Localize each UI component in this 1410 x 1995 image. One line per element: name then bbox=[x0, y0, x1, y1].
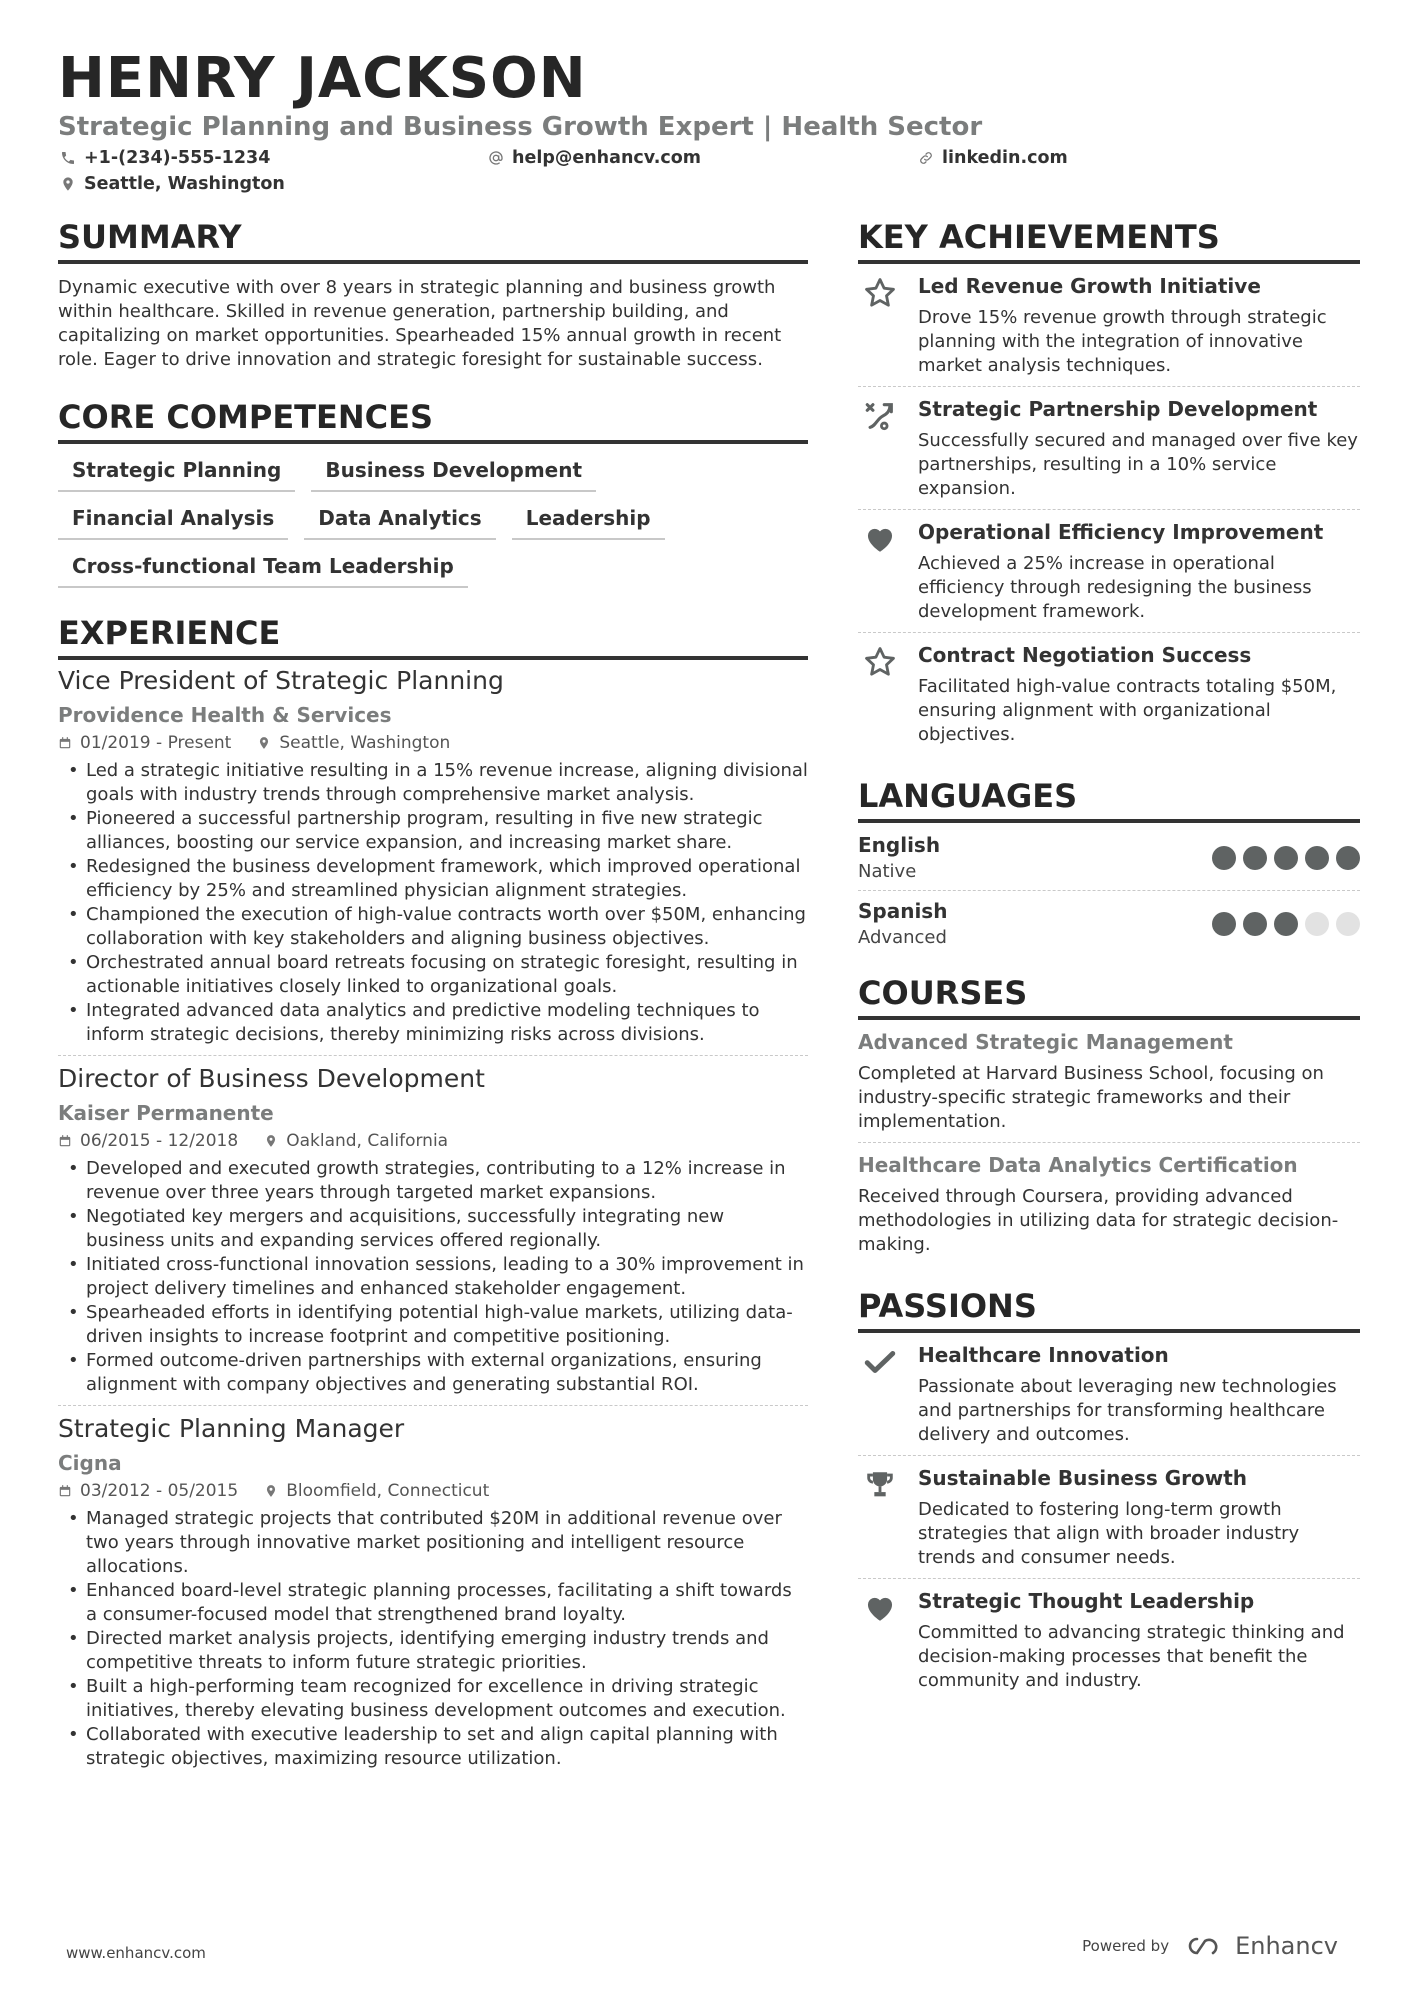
passion-item bbox=[858, 1578, 1360, 1701]
language-rating bbox=[1212, 846, 1360, 870]
location-pin-icon bbox=[264, 1484, 278, 1498]
strategy-icon bbox=[863, 399, 897, 433]
star-icon bbox=[863, 276, 897, 310]
course-title: Advanced Strategic Management bbox=[858, 1030, 1233, 1054]
courses-title: COURSES bbox=[858, 974, 1360, 1020]
course-item bbox=[858, 1142, 1360, 1265]
language-level: Advanced bbox=[858, 927, 947, 948]
job-location bbox=[264, 1131, 448, 1151]
rating-dot bbox=[1336, 846, 1360, 870]
achievement-desc: Achieved a 25% increase in operational efficiency through redesigning the business development framework. bbox=[918, 553, 1312, 622]
bullet-item: • Directed market analysis projects, identifying emerging industry trends and competitive threats to inform future strategic priorities. bbox=[58, 1627, 808, 1675]
bullet-item: • Spearheaded efforts in identifying potential high-value markets, utilizing data-driven insights to increase footprint and competitive positioning. bbox=[58, 1301, 808, 1349]
rating-dot bbox=[1274, 912, 1298, 936]
experience-list bbox=[58, 666, 808, 1779]
passions-title: PASSIONS bbox=[858, 1287, 1360, 1333]
job-company: Kaiser Permanente bbox=[58, 1101, 274, 1125]
rating-dot bbox=[1212, 912, 1236, 936]
job-meta bbox=[58, 1131, 808, 1151]
achievement-item bbox=[858, 386, 1360, 509]
bullet-item: • Developed and executed growth strategies, contributing to a 12% increase in revenue over three years through targeted market expansions. bbox=[58, 1157, 808, 1205]
achievement-title: Operational Efficiency Improvement bbox=[918, 520, 1324, 544]
location-pin-icon bbox=[257, 736, 271, 750]
bullet-item: • Led a strategic initiative resulting in a 15% revenue increase, aligning divisional goals with industry trends through comprehensive market analysis. bbox=[58, 759, 808, 807]
footer-website[interactable]: www.enhancv.com bbox=[66, 1944, 206, 1962]
bullet-item: • Enhanced board-level strategic planning processes, facilitating a shift towards a consumer-focused model that strengthened brand loyalty. bbox=[58, 1579, 808, 1627]
rating-dot bbox=[1305, 846, 1329, 870]
check-icon bbox=[863, 1345, 897, 1379]
heart-icon bbox=[863, 1591, 897, 1625]
job-dates: 03/2012 - 05/2015 bbox=[80, 1481, 239, 1501]
competence-chip: Strategic Planning bbox=[58, 458, 295, 492]
calendar-icon bbox=[58, 1134, 72, 1148]
bullet-item: • Negotiated key mergers and acquisitions, successfully integrating new business units and expanding services offered regionally. bbox=[58, 1205, 808, 1253]
job-meta bbox=[58, 1481, 808, 1501]
location-pin-icon bbox=[264, 1134, 278, 1148]
language-name: English bbox=[858, 833, 941, 857]
phone-text: +1-(234)-555-1234 bbox=[84, 148, 271, 168]
achievement-desc: Successfully secured and managed over five key partnerships, resulting in a 10% service expansion. bbox=[918, 430, 1358, 499]
phone-icon bbox=[60, 150, 76, 166]
job-location-text: Seattle, Washington bbox=[279, 733, 451, 753]
language-level: Native bbox=[858, 861, 917, 882]
job-title: Vice President of Strategic Planning bbox=[58, 666, 504, 695]
link-icon bbox=[918, 150, 934, 166]
job-entry bbox=[58, 1405, 808, 1779]
bullet-item: • Formed outcome-driven partnerships with external organizations, ensuring alignment with company objectives and generating substantial ROI. bbox=[58, 1349, 808, 1397]
star-icon bbox=[863, 645, 897, 679]
job-entry bbox=[58, 666, 808, 1055]
course-title: Healthcare Data Analytics Certification bbox=[858, 1153, 1298, 1177]
achievement-item bbox=[858, 264, 1360, 386]
languages-list bbox=[858, 825, 1360, 956]
passion-desc: Dedicated to fostering long-term growth strategies that align with broader industry trends and consumer needs. bbox=[918, 1499, 1300, 1568]
summary-title: SUMMARY bbox=[58, 218, 808, 264]
achievement-title: Contract Negotiation Success bbox=[918, 643, 1252, 667]
job-location bbox=[264, 1481, 489, 1501]
heart-icon bbox=[863, 522, 897, 556]
rating-dot bbox=[1212, 846, 1236, 870]
job-bullets bbox=[58, 1507, 808, 1771]
job-entry bbox=[58, 1055, 808, 1405]
contact-phone[interactable] bbox=[60, 148, 270, 168]
job-location-text: Oakland, California bbox=[286, 1131, 449, 1151]
candidate-headline: Strategic Planning and Business Growth Expert | Health Sector bbox=[58, 112, 983, 142]
language-item bbox=[858, 890, 1360, 956]
passion-desc: Passionate about leveraging new technologies and partnerships for transforming healthcare delivery and outcomes. bbox=[918, 1376, 1337, 1445]
experience-title: EXPERIENCE bbox=[58, 614, 808, 660]
competence-chip: Business Development bbox=[311, 458, 596, 492]
competence-chip: Cross-functional Team Leadership bbox=[58, 554, 468, 588]
enhancv-logo-icon bbox=[1183, 1935, 1227, 1957]
candidate-name: HENRY JACKSON bbox=[58, 46, 587, 111]
rating-dot bbox=[1243, 846, 1267, 870]
course-item bbox=[858, 1020, 1360, 1142]
brand-name: Enhancv bbox=[1235, 1932, 1338, 1960]
courses-list bbox=[858, 1020, 1360, 1265]
brand-logo bbox=[1183, 1932, 1338, 1960]
languages-title: LANGUAGES bbox=[858, 777, 1360, 823]
achievement-title: Led Revenue Growth Initiative bbox=[918, 274, 1261, 298]
bullet-item: • Integrated advanced data analytics and predictive modeling techniques to inform strategic decisions, thereby minimizing risks across divisions. bbox=[58, 999, 808, 1047]
bullet-item: • Championed the execution of high-value contracts worth over $50M, enhancing collaboration with key stakeholders and aligning business objectives. bbox=[58, 903, 808, 951]
bullet-item: • Collaborated with executive leadership to set and align capital planning with strategic objectives, maximizing resource utilization. bbox=[58, 1723, 808, 1771]
job-meta bbox=[58, 733, 808, 753]
job-company: Providence Health & Services bbox=[58, 703, 392, 727]
linkedin-text: linkedin.com bbox=[942, 148, 1068, 168]
passion-title: Sustainable Business Growth bbox=[918, 1466, 1248, 1490]
passion-item bbox=[858, 1455, 1360, 1578]
rating-dot bbox=[1243, 912, 1267, 936]
email-text: help@enhancv.com bbox=[512, 148, 702, 168]
job-dates: 06/2015 - 12/2018 bbox=[80, 1131, 239, 1151]
bullet-item: • Built a high-performing team recognized for excellence in driving strategic initiatives, thereby elevating business development outcomes and execution. bbox=[58, 1675, 808, 1723]
location-text: Seattle, Washington bbox=[84, 174, 285, 194]
competence-chip: Financial Analysis bbox=[58, 506, 288, 540]
footer-branding[interactable] bbox=[1082, 1932, 1338, 1960]
course-desc: Completed at Harvard Business School, focusing on industry-specific strategic frameworks and their implementation. bbox=[858, 1063, 1324, 1132]
competence-chip: Leadership bbox=[512, 506, 665, 540]
job-company: Cigna bbox=[58, 1451, 122, 1475]
passion-title: Healthcare Innovation bbox=[918, 1343, 1169, 1367]
at-icon bbox=[488, 150, 504, 166]
achievement-item bbox=[858, 632, 1360, 755]
job-title: Director of Business Development bbox=[58, 1064, 485, 1093]
bullet-item: • Pioneered a successful partnership program, resulting in five new strategic alliances, boosting our service expansion, and increasing market share. bbox=[58, 807, 808, 855]
language-item bbox=[858, 825, 1360, 890]
passion-item bbox=[858, 1333, 1360, 1455]
achievement-title: Strategic Partnership Development bbox=[918, 397, 1318, 421]
job-bullets bbox=[58, 1157, 808, 1397]
course-desc: Received through Coursera, providing advanced methodologies in utilizing data for strategic decision-making. bbox=[858, 1186, 1339, 1255]
location-pin-icon bbox=[60, 176, 76, 192]
calendar-icon bbox=[58, 1484, 72, 1498]
passion-desc: Committed to advancing strategic thinking and decision-making processes that benefit the community and industry. bbox=[918, 1622, 1345, 1691]
achievement-desc: Drove 15% revenue growth through strategic planning with the integration of innovative market analysis techniques. bbox=[918, 307, 1327, 376]
contact-linkedin[interactable] bbox=[918, 148, 1068, 168]
rating-dot bbox=[1274, 846, 1298, 870]
passion-title: Strategic Thought Leadership bbox=[918, 1589, 1255, 1613]
language-rating bbox=[1212, 912, 1360, 936]
bullet-item: • Orchestrated annual board retreats focusing on strategic foresight, resulting in actionable initiatives closely linked to organizational goals. bbox=[58, 951, 808, 999]
bullet-item: • Managed strategic projects that contributed $20M in additional revenue over two years through innovative market positioning and intelligent resource allocations. bbox=[58, 1507, 808, 1579]
calendar-icon bbox=[58, 736, 72, 750]
rating-dot bbox=[1305, 912, 1329, 936]
competences-list bbox=[58, 458, 808, 588]
language-name: Spanish bbox=[858, 899, 948, 923]
passions-list bbox=[858, 1333, 1360, 1701]
achievements-title: KEY ACHIEVEMENTS bbox=[858, 218, 1360, 264]
job-location-text: Bloomfield, Connecticut bbox=[286, 1481, 490, 1501]
achievement-item bbox=[858, 509, 1360, 632]
job-location bbox=[257, 733, 450, 753]
powered-by-text: Powered by bbox=[1082, 1937, 1170, 1955]
contact-location bbox=[60, 174, 285, 194]
achievements-list bbox=[858, 264, 1360, 755]
summary-text: Dynamic executive with over 8 years in strategic planning and business growth within healthcare. Skilled in revenue generation, partnership building, and capitalizing on market opportunities. Spearheaded 15% annual growth in recent role. Eager to drive innovation and strategic foresight for sustainable success. bbox=[58, 277, 782, 370]
job-bullets bbox=[58, 759, 808, 1047]
bullet-item: • Redesigned the business development framework, which improved operational efficiency by 25% and streamlined physician alignment strategies. bbox=[58, 855, 808, 903]
achievement-desc: Facilitated high-value contracts totaling $50M, ensuring alignment with organizational objectives. bbox=[918, 676, 1337, 745]
competence-chip: Data Analytics bbox=[304, 506, 495, 540]
contact-email[interactable] bbox=[488, 148, 701, 168]
trophy-icon bbox=[863, 1468, 897, 1502]
job-dates: 01/2019 - Present bbox=[80, 733, 232, 753]
rating-dot bbox=[1336, 912, 1360, 936]
left-column bbox=[58, 218, 808, 1779]
right-column bbox=[858, 218, 1360, 1701]
bullet-item: • Initiated cross-functional innovation sessions, leading to a 30% improvement in project delivery timelines and enhanced stakeholder engagement. bbox=[58, 1253, 808, 1301]
competences-title: CORE COMPETENCES bbox=[58, 398, 808, 444]
job-title: Strategic Planning Manager bbox=[58, 1414, 405, 1443]
